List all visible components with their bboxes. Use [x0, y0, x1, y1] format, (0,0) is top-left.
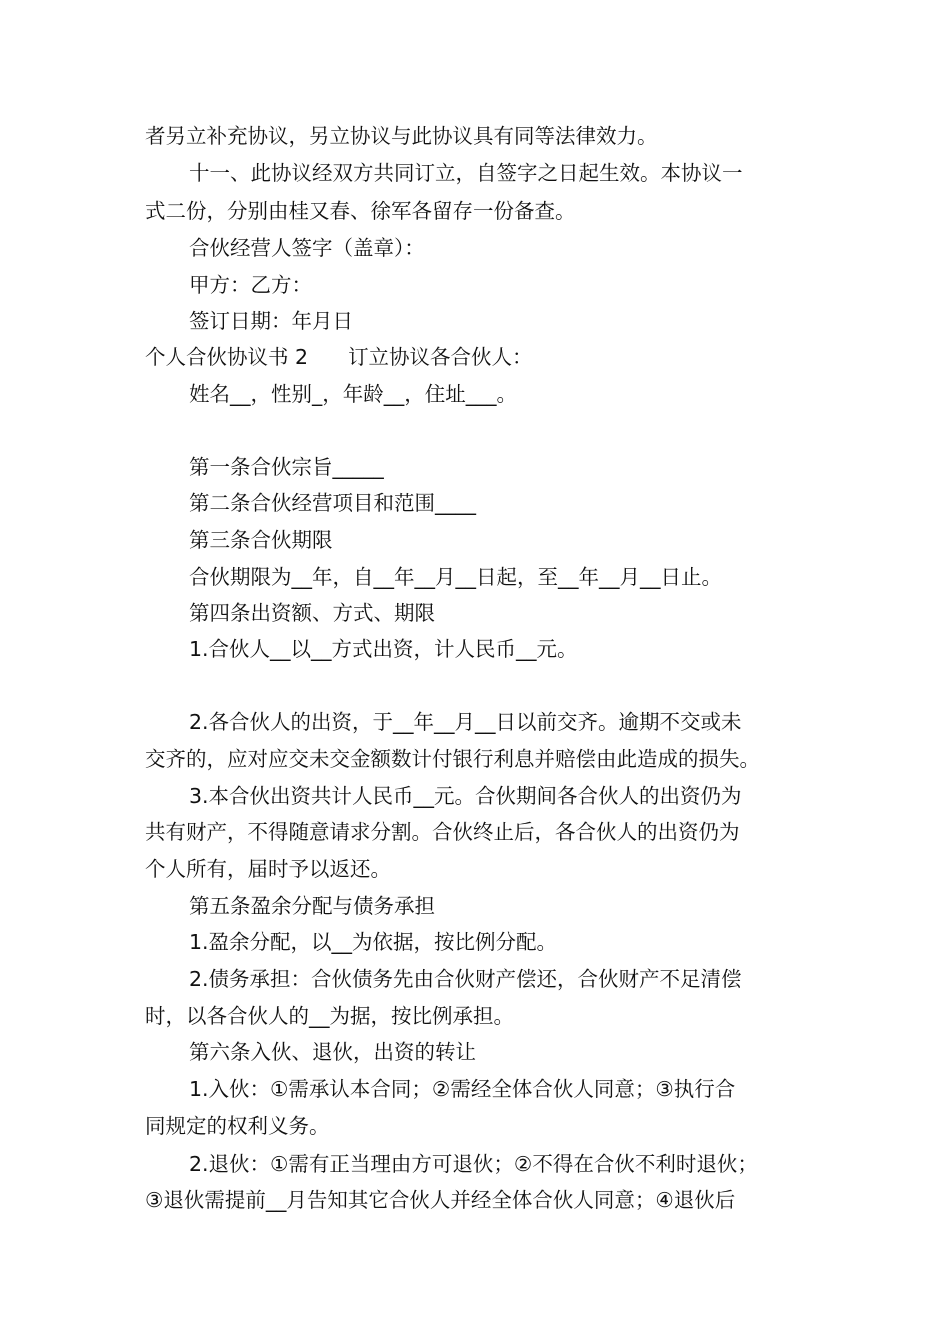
article-heading: 第一条合伙宗旨_____	[189, 455, 384, 479]
text-line: 共有财产，不得随意请求分割。合伙终止后，各合伙人的出资仍为	[145, 820, 740, 844]
text-line: 同规定的权利义务。	[145, 1114, 330, 1138]
article-heading: 第三条合伙期限	[189, 528, 333, 552]
text-line: 时，以各合伙人的__为据，按比例承担。	[145, 1004, 514, 1028]
text-line: 交齐的，应对应交未交金额数计付银行利息并赔偿由此造成的损失。	[145, 747, 760, 771]
text-line: 者另立补充协议，另立协议与此协议具有同等法律效力。	[145, 124, 658, 148]
document-title: 个人合伙协议书 2	[145, 345, 309, 369]
text-line: 式二份，分别由桂又春、徐军各留存一份备查。	[145, 199, 576, 223]
text-line: 个人所有，届时予以返还。	[145, 857, 391, 881]
article-heading: 第六条入伙、退伙，出资的转让	[189, 1040, 476, 1064]
section-title-line	[145, 343, 825, 371]
date-line: 签订日期：年月日	[189, 309, 353, 333]
text-line: 合伙期限为__年，自__年__月__日起，至__年__月__日止。	[189, 565, 722, 589]
party-line: 甲方：乙方：	[189, 273, 312, 297]
text-line: 2.退伙：①需有正当理由方可退伙；②不得在合伙不利时退伙；	[189, 1152, 758, 1176]
article-heading: 第二条合伙经营项目和范围____	[189, 491, 476, 515]
text-line: 2.债务承担：合伙债务先由合伙财产偿还，合伙财产不足清偿	[189, 967, 742, 991]
text-line: 3.本合伙出资共计人民币__元。合伙期间各合伙人的出资仍为	[189, 784, 742, 808]
text-line: ③退伙需提前__月告知其它合伙人并经全体合伙人同意；④退伙后	[145, 1188, 736, 1212]
parties-heading: 订立协议各合伙人：	[348, 345, 533, 369]
text-line: 1.盈余分配，以__为依据，按比例分配。	[189, 930, 558, 954]
signature-heading: 合伙经营人签字（盖章）：	[189, 236, 425, 260]
text-line: 1.合伙人__以__方式出资，计人民币__元。	[189, 637, 578, 661]
article-heading: 第四条出资额、方式、期限	[189, 601, 435, 625]
text-line: 1.入伙：①需承认本合同；②需经全体合伙人同意；③执行合	[189, 1077, 736, 1101]
text-line: 姓名__，性别_，年龄__，住址___。	[189, 382, 517, 406]
text-line: 2.各合伙人的出资，于__年__月__日以前交齐。逾期不交或未	[189, 710, 742, 734]
article-heading: 第五条盈余分配与债务承担	[189, 894, 435, 918]
text-line: 十一、此协议经双方共同订立，自签字之日起生效。本协议一	[189, 161, 743, 185]
